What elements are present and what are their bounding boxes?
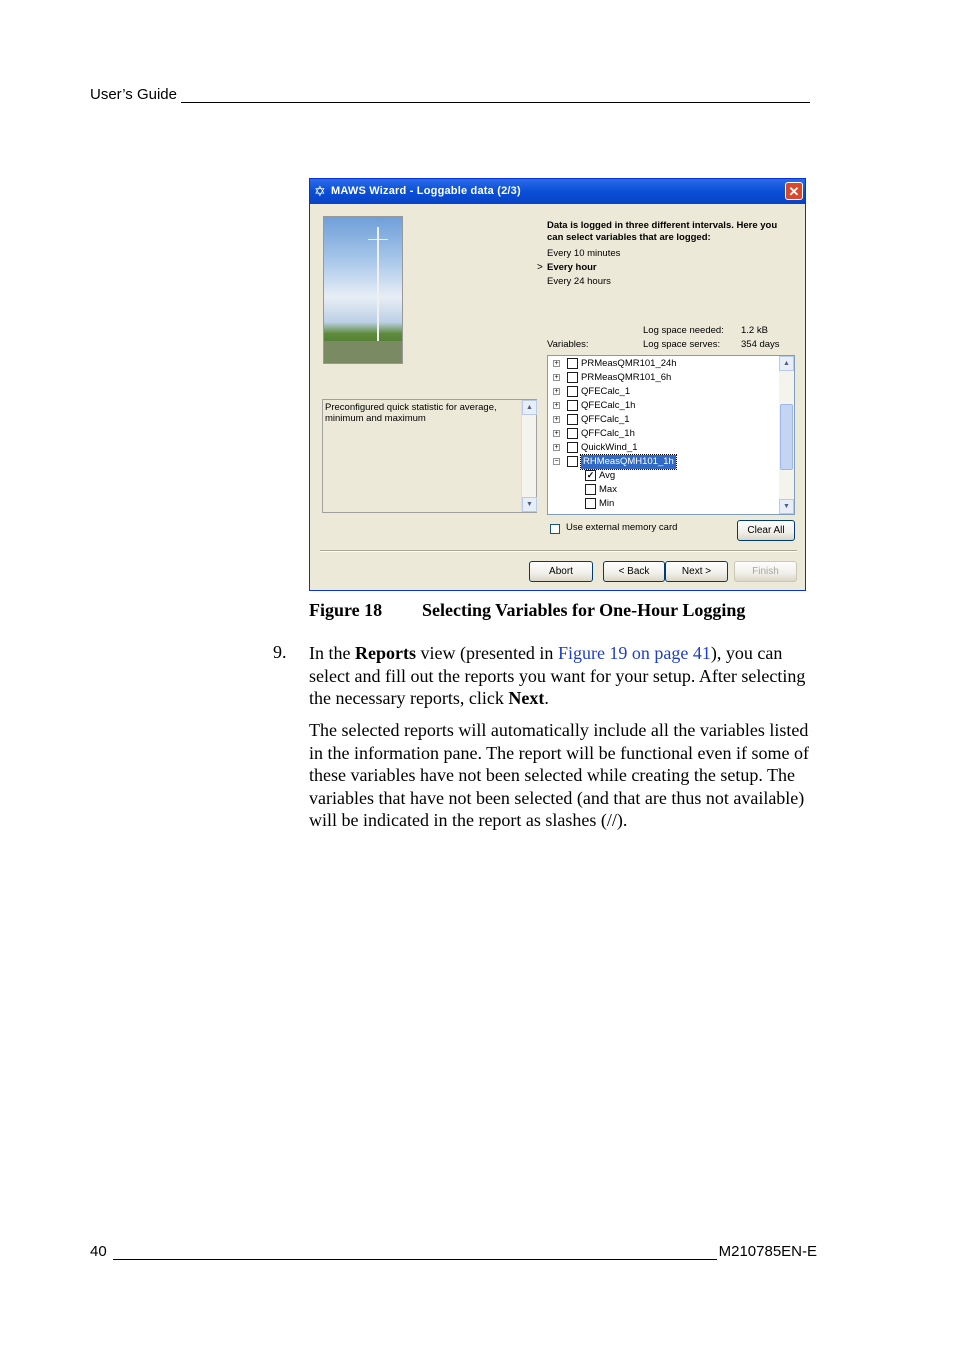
- tree-scrollbar[interactable]: [779, 356, 794, 514]
- tree-node-checkbox[interactable]: [567, 358, 578, 369]
- maws-logo-icon: ✡: [314, 183, 326, 199]
- weather-station-image: [323, 216, 403, 364]
- interval-10-minutes[interactable]: Every 10 minutes: [547, 248, 621, 259]
- tree-node-checkbox[interactable]: [585, 498, 596, 509]
- tree-node-label: RHMeasQMH101_1h: [583, 456, 674, 467]
- close-icon[interactable]: ✕: [785, 182, 803, 200]
- reports-term: Reports: [354, 643, 416, 663]
- expand-icon[interactable]: +: [554, 374, 559, 381]
- text-run: ), you can select and fill out the reports you want for your setup. After selecting the necessary reports, click: [309, 643, 806, 708]
- log-space-serves-label: Log space serves:: [643, 339, 721, 350]
- wizard-dialog: [309, 178, 806, 591]
- figure-title: Selecting Variables for One-Hour Logging: [422, 600, 746, 620]
- scroll-down-icon[interactable]: ▼: [779, 499, 794, 514]
- dialog-separator: [320, 550, 797, 552]
- tree-node-label: Avg: [599, 470, 616, 481]
- abort-button[interactable]: Abort: [529, 561, 593, 582]
- info-scrollbar[interactable]: [521, 400, 536, 512]
- tree-node-label: Max: [599, 484, 617, 495]
- external-memory-label: Use external memory card: [566, 522, 678, 533]
- external-memory-checkbox[interactable]: [550, 524, 560, 534]
- text-run: view (presented in: [415, 643, 558, 663]
- ground-shape: [324, 341, 402, 363]
- footer-rule: [113, 1245, 717, 1260]
- tree-node-checkbox[interactable]: [567, 400, 578, 411]
- figure-19-link[interactable]: Figure 19 on page 41: [557, 643, 711, 663]
- log-space-needed-value: 1.2 kB: [741, 325, 768, 336]
- tree-node-label: QuickWind_1: [581, 442, 638, 453]
- dialog-title-bar[interactable]: [310, 179, 805, 204]
- step-paragraph: [309, 642, 819, 710]
- expand-icon[interactable]: +: [554, 416, 559, 423]
- variables-tree[interactable]: [547, 355, 795, 515]
- next-button[interactable]: Next >: [665, 561, 728, 582]
- tree-node-checkbox[interactable]: [567, 456, 578, 467]
- mast-shape: [377, 227, 379, 351]
- tree-node-checkbox[interactable]: [567, 442, 578, 453]
- header-rule: [181, 88, 810, 103]
- info-pane: [322, 399, 537, 513]
- tree-node-label: QFECalc_1: [581, 386, 631, 397]
- description-text: Data is logged in three different intervals. Here you can select variables that are logged:: [547, 220, 778, 243]
- tree-node-checkbox[interactable]: [567, 372, 578, 383]
- tree-node-label: PRMeasQMR101_6h: [581, 372, 672, 383]
- tree-node-label: QFECalc_1h: [581, 400, 636, 411]
- tree-node-checkbox[interactable]: [567, 428, 578, 439]
- tree-node-checkbox[interactable]: ✓: [586, 470, 595, 480]
- tree-node-checkbox[interactable]: [567, 414, 578, 425]
- scroll-up-icon[interactable]: ▲: [779, 356, 794, 371]
- dialog-title: MAWS Wizard - Loggable data (2/3): [331, 185, 521, 197]
- scroll-down-icon[interactable]: ▼: [522, 497, 537, 512]
- expand-icon[interactable]: +: [554, 360, 559, 367]
- text-run: In the: [309, 643, 355, 663]
- expand-icon[interactable]: +: [554, 444, 559, 451]
- page-number: 40: [90, 1243, 107, 1260]
- scrollbar-thumb[interactable]: [780, 404, 793, 470]
- selected-interval-marker: >: [537, 262, 543, 273]
- log-space-needed-label: Log space needed:: [643, 325, 724, 336]
- tree-node-label: QFFCalc_1h: [581, 428, 635, 439]
- header-title: User’s Guide: [90, 86, 177, 103]
- reports-paragraph: The selected reports will automatically include all the variables listed in the information pane. The report will be functional even if some of these variables have not been selected while creating the setup. The variables that have not been selected (and that are thus not available) will be indicated in the report as slashes (//).: [309, 720, 810, 830]
- variables-label: Variables:: [547, 339, 589, 350]
- document-id: M210785EN-E: [718, 1243, 817, 1260]
- mast-arm-shape: [368, 239, 388, 240]
- tree-node-label: PRMeasQMR101_24h: [581, 358, 677, 369]
- collapse-icon[interactable]: −: [554, 458, 559, 465]
- finish-button[interactable]: Finish: [734, 561, 797, 582]
- text-run: .: [544, 688, 549, 708]
- step-number: 9.: [273, 642, 287, 662]
- next-term: Next: [508, 688, 545, 708]
- page-footer: [90, 1243, 817, 1260]
- figure-number: Figure 18: [309, 600, 383, 620]
- scroll-up-icon[interactable]: ▲: [522, 400, 537, 415]
- expand-icon[interactable]: +: [554, 430, 559, 437]
- interval-24-hours[interactable]: Every 24 hours: [547, 276, 611, 287]
- info-text: Preconfigured quick statistic for average, minimum and maximum: [325, 402, 497, 424]
- expand-icon[interactable]: +: [554, 388, 559, 395]
- tree-node-checkbox[interactable]: [585, 484, 596, 495]
- back-button[interactable]: < Back: [603, 561, 665, 582]
- interval-every-hour[interactable]: Every hour: [547, 262, 597, 273]
- tree-node-label: Min: [599, 498, 615, 509]
- log-space-serves-value: 354 days: [741, 339, 780, 350]
- clear-all-button[interactable]: Clear All: [737, 520, 795, 541]
- page-header: [90, 86, 810, 103]
- tree-node-checkbox[interactable]: [567, 386, 578, 397]
- tree-node-label: QFFCalc_1: [581, 414, 630, 425]
- expand-icon[interactable]: +: [554, 402, 559, 409]
